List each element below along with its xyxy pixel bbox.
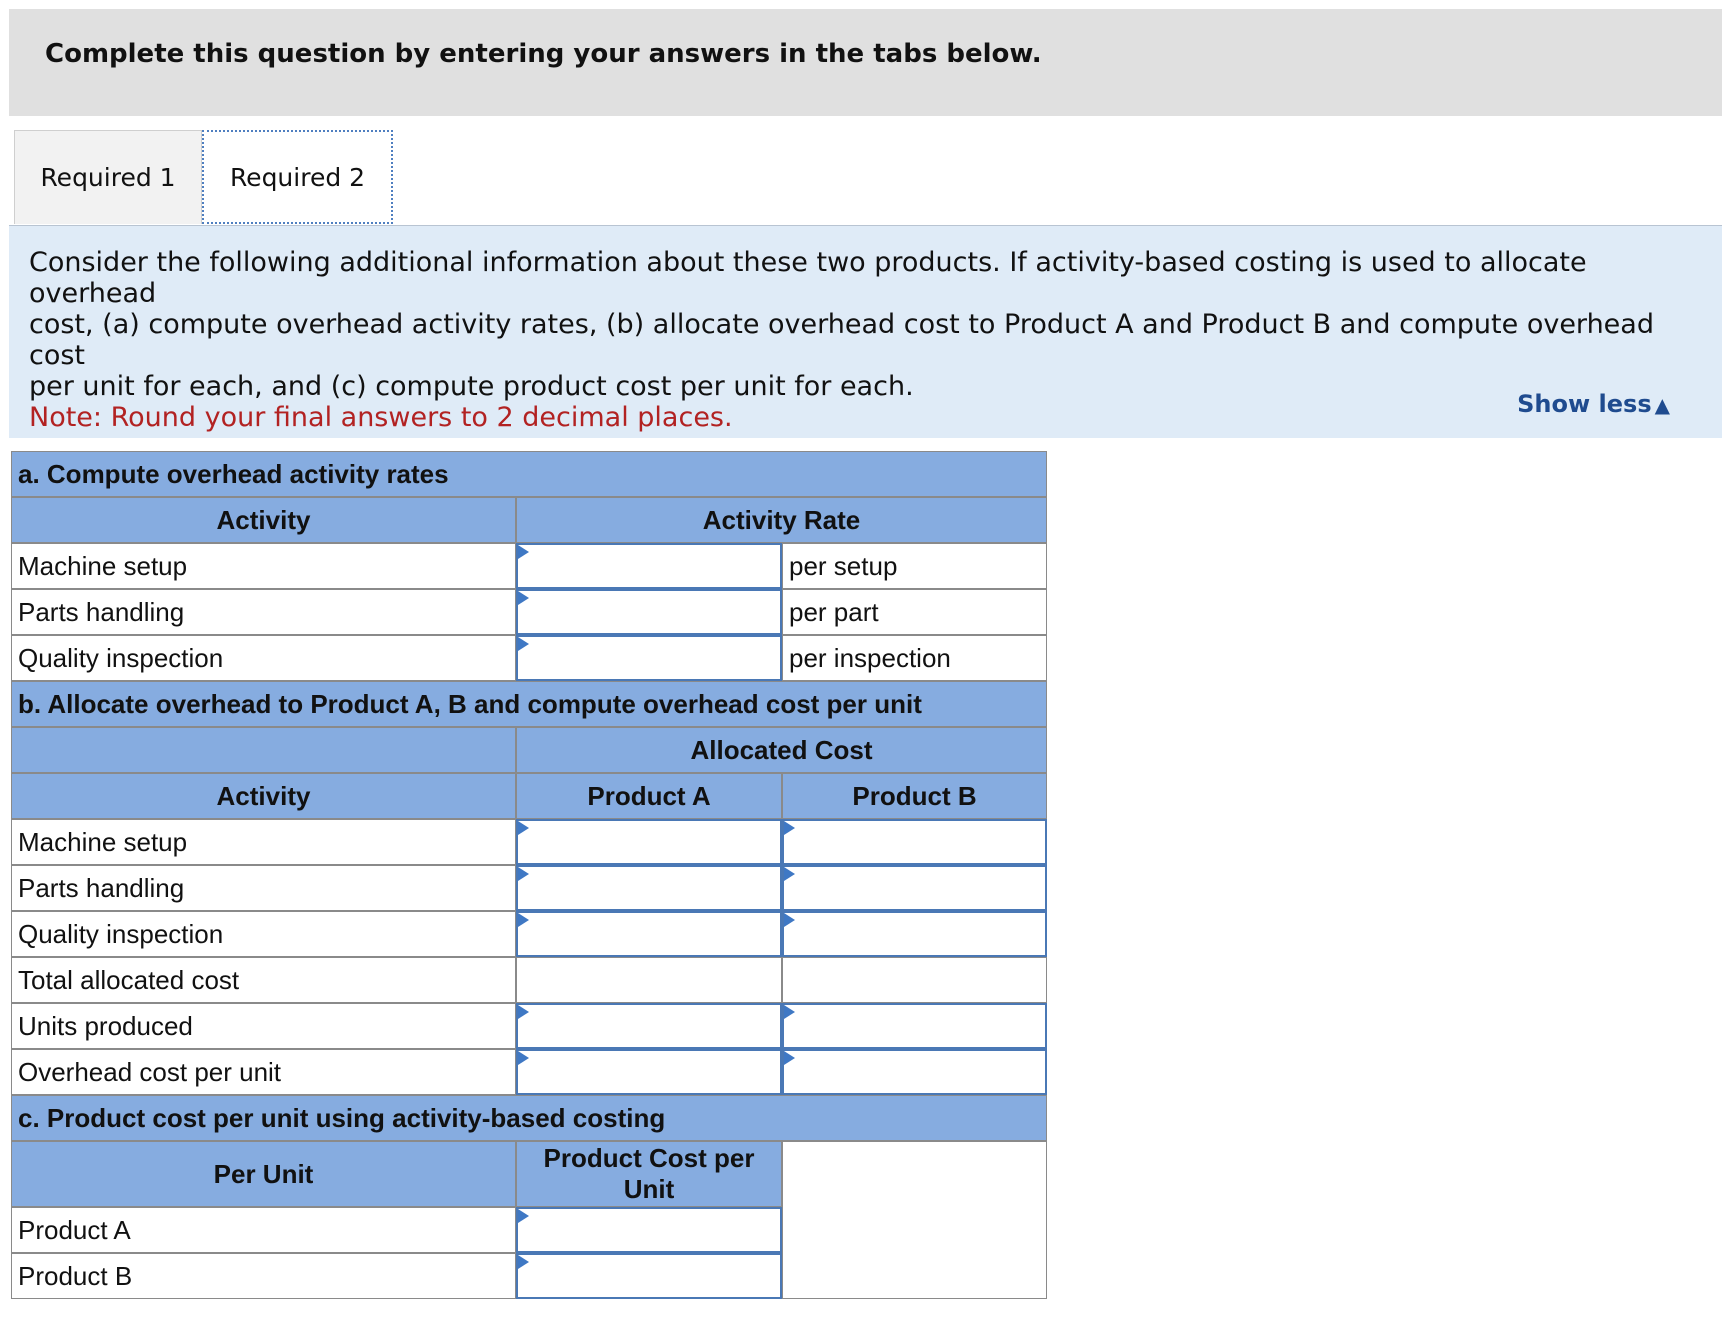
product-b-parts-handling-input[interactable] [782, 865, 1047, 911]
rate-unit: per part [782, 589, 1047, 635]
section-a-column-headers [11, 497, 1047, 543]
row-label: Machine setup [11, 543, 516, 589]
product-a-overhead-per-unit-field[interactable] [518, 1051, 780, 1093]
product-a-quality-inspection-field[interactable] [518, 913, 780, 955]
row-label: Quality inspection [11, 911, 516, 957]
table-row [11, 911, 1047, 957]
table-row [11, 957, 1047, 1003]
product-a-machine-setup-input[interactable] [516, 819, 782, 865]
product-b-total-allocated-cost [782, 957, 1047, 1003]
table-row [11, 819, 1047, 865]
row-label: Parts handling [11, 865, 516, 911]
product-a-units-produced-field[interactable] [518, 1005, 780, 1047]
instructions-text: Complete this question by entering your answers in the tabs below. [45, 39, 1042, 69]
product-a-quality-inspection-input[interactable] [516, 911, 782, 957]
product-b-machine-setup-input[interactable] [782, 819, 1047, 865]
col-product-cost-per-unit-header: Product Cost per Unit [516, 1141, 782, 1207]
rounding-note: Note: Round your final answers to 2 decimal places. [29, 402, 733, 433]
table-row [11, 589, 1047, 635]
rate-input-parts-handling[interactable] [516, 589, 782, 635]
question-info-panel [9, 226, 1722, 438]
section-b-column-headers [11, 773, 1047, 819]
section-b-group-header-row [11, 727, 1047, 773]
table-row [11, 635, 1047, 681]
table-row [11, 1049, 1047, 1095]
product-b-cost-per-unit-field[interactable] [518, 1255, 780, 1297]
product-a-overhead-per-unit-input[interactable] [516, 1049, 782, 1095]
row-label: Overhead cost per unit [11, 1049, 516, 1095]
product-b-cost-per-unit-input[interactable] [516, 1253, 782, 1299]
section-c-header-row [11, 1095, 1047, 1141]
col-product-b-header: Product B [782, 773, 1047, 819]
product-a-cost-per-unit-input[interactable] [516, 1207, 782, 1253]
table-row [11, 865, 1047, 911]
rate-unit: per setup [782, 543, 1047, 589]
caret-up-icon: ▲ [1654, 393, 1670, 417]
col-activity-rate-header: Activity Rate [516, 497, 1047, 543]
product-a-parts-handling-field[interactable] [518, 867, 780, 909]
question-text [29, 247, 1699, 433]
col-activity-header: Activity [11, 773, 516, 819]
row-label: Total allocated cost [11, 957, 516, 1003]
col-per-unit-header: Per Unit [11, 1141, 516, 1207]
product-a-cost-per-unit-field[interactable] [518, 1209, 780, 1251]
rate-unit: per inspection [782, 635, 1047, 681]
allocated-cost-header: Allocated Cost [516, 727, 1047, 773]
product-a-units-produced-input[interactable] [516, 1003, 782, 1049]
product-a-parts-handling-input[interactable] [516, 865, 782, 911]
product-b-quality-inspection-input[interactable] [782, 911, 1047, 957]
empty-header-cell [11, 727, 516, 773]
rate-field-quality-inspection[interactable] [518, 637, 780, 679]
question-line-2: cost, (a) compute overhead activity rates, (b) allocate overhead cost to Product A and Product B and compute overhead cost [29, 309, 1654, 371]
col-activity-header: Activity [11, 497, 516, 543]
tab-required-1[interactable]: Required 1 [14, 130, 202, 224]
product-b-machine-setup-field[interactable] [784, 821, 1045, 863]
product-a-total-allocated-cost [516, 957, 782, 1003]
product-b-units-produced-field[interactable] [784, 1005, 1045, 1047]
section-c-title: c. Product cost per unit using activity-based costing [11, 1095, 1047, 1141]
product-b-overhead-per-unit-input[interactable] [782, 1049, 1047, 1095]
row-label: Quality inspection [11, 635, 516, 681]
product-b-overhead-per-unit-field[interactable] [784, 1051, 1045, 1093]
answer-table [11, 451, 1047, 1307]
col-product-a-header: Product A [516, 773, 782, 819]
rate-input-quality-inspection[interactable] [516, 635, 782, 681]
question-line-1: Consider the following additional information about these two products. If activity-based costing is used to allocate overhead [29, 247, 1587, 309]
table-row [11, 1003, 1047, 1049]
empty-section-c-area [782, 1141, 1047, 1299]
product-a-machine-setup-field[interactable] [518, 821, 780, 863]
rate-field-parts-handling[interactable] [518, 591, 780, 633]
show-less-link[interactable] [1517, 390, 1670, 418]
rate-field-machine-setup[interactable] [518, 545, 780, 587]
product-b-quality-inspection-field[interactable] [784, 913, 1045, 955]
row-label: Product B [11, 1253, 516, 1299]
row-label: Product A [11, 1207, 516, 1253]
section-b-title: b. Allocate overhead to Product A, B and compute overhead cost per unit [11, 681, 1047, 727]
section-a-title: a. Compute overhead activity rates [11, 451, 1047, 497]
instructions-banner [9, 9, 1722, 116]
table-row [11, 543, 1047, 589]
section-a-header-row [11, 451, 1047, 497]
product-b-parts-handling-field[interactable] [784, 867, 1045, 909]
row-label: Parts handling [11, 589, 516, 635]
show-less-label: Show less [1517, 390, 1652, 418]
row-label: Machine setup [11, 819, 516, 865]
rate-input-machine-setup[interactable] [516, 543, 782, 589]
product-b-units-produced-input[interactable] [782, 1003, 1047, 1049]
question-line-3: per unit for each, and (c) compute product cost per unit for each. [29, 371, 914, 402]
tab-required-2[interactable]: Required 2 [202, 130, 393, 224]
section-b-header-row [11, 681, 1047, 727]
row-label: Units produced [11, 1003, 516, 1049]
